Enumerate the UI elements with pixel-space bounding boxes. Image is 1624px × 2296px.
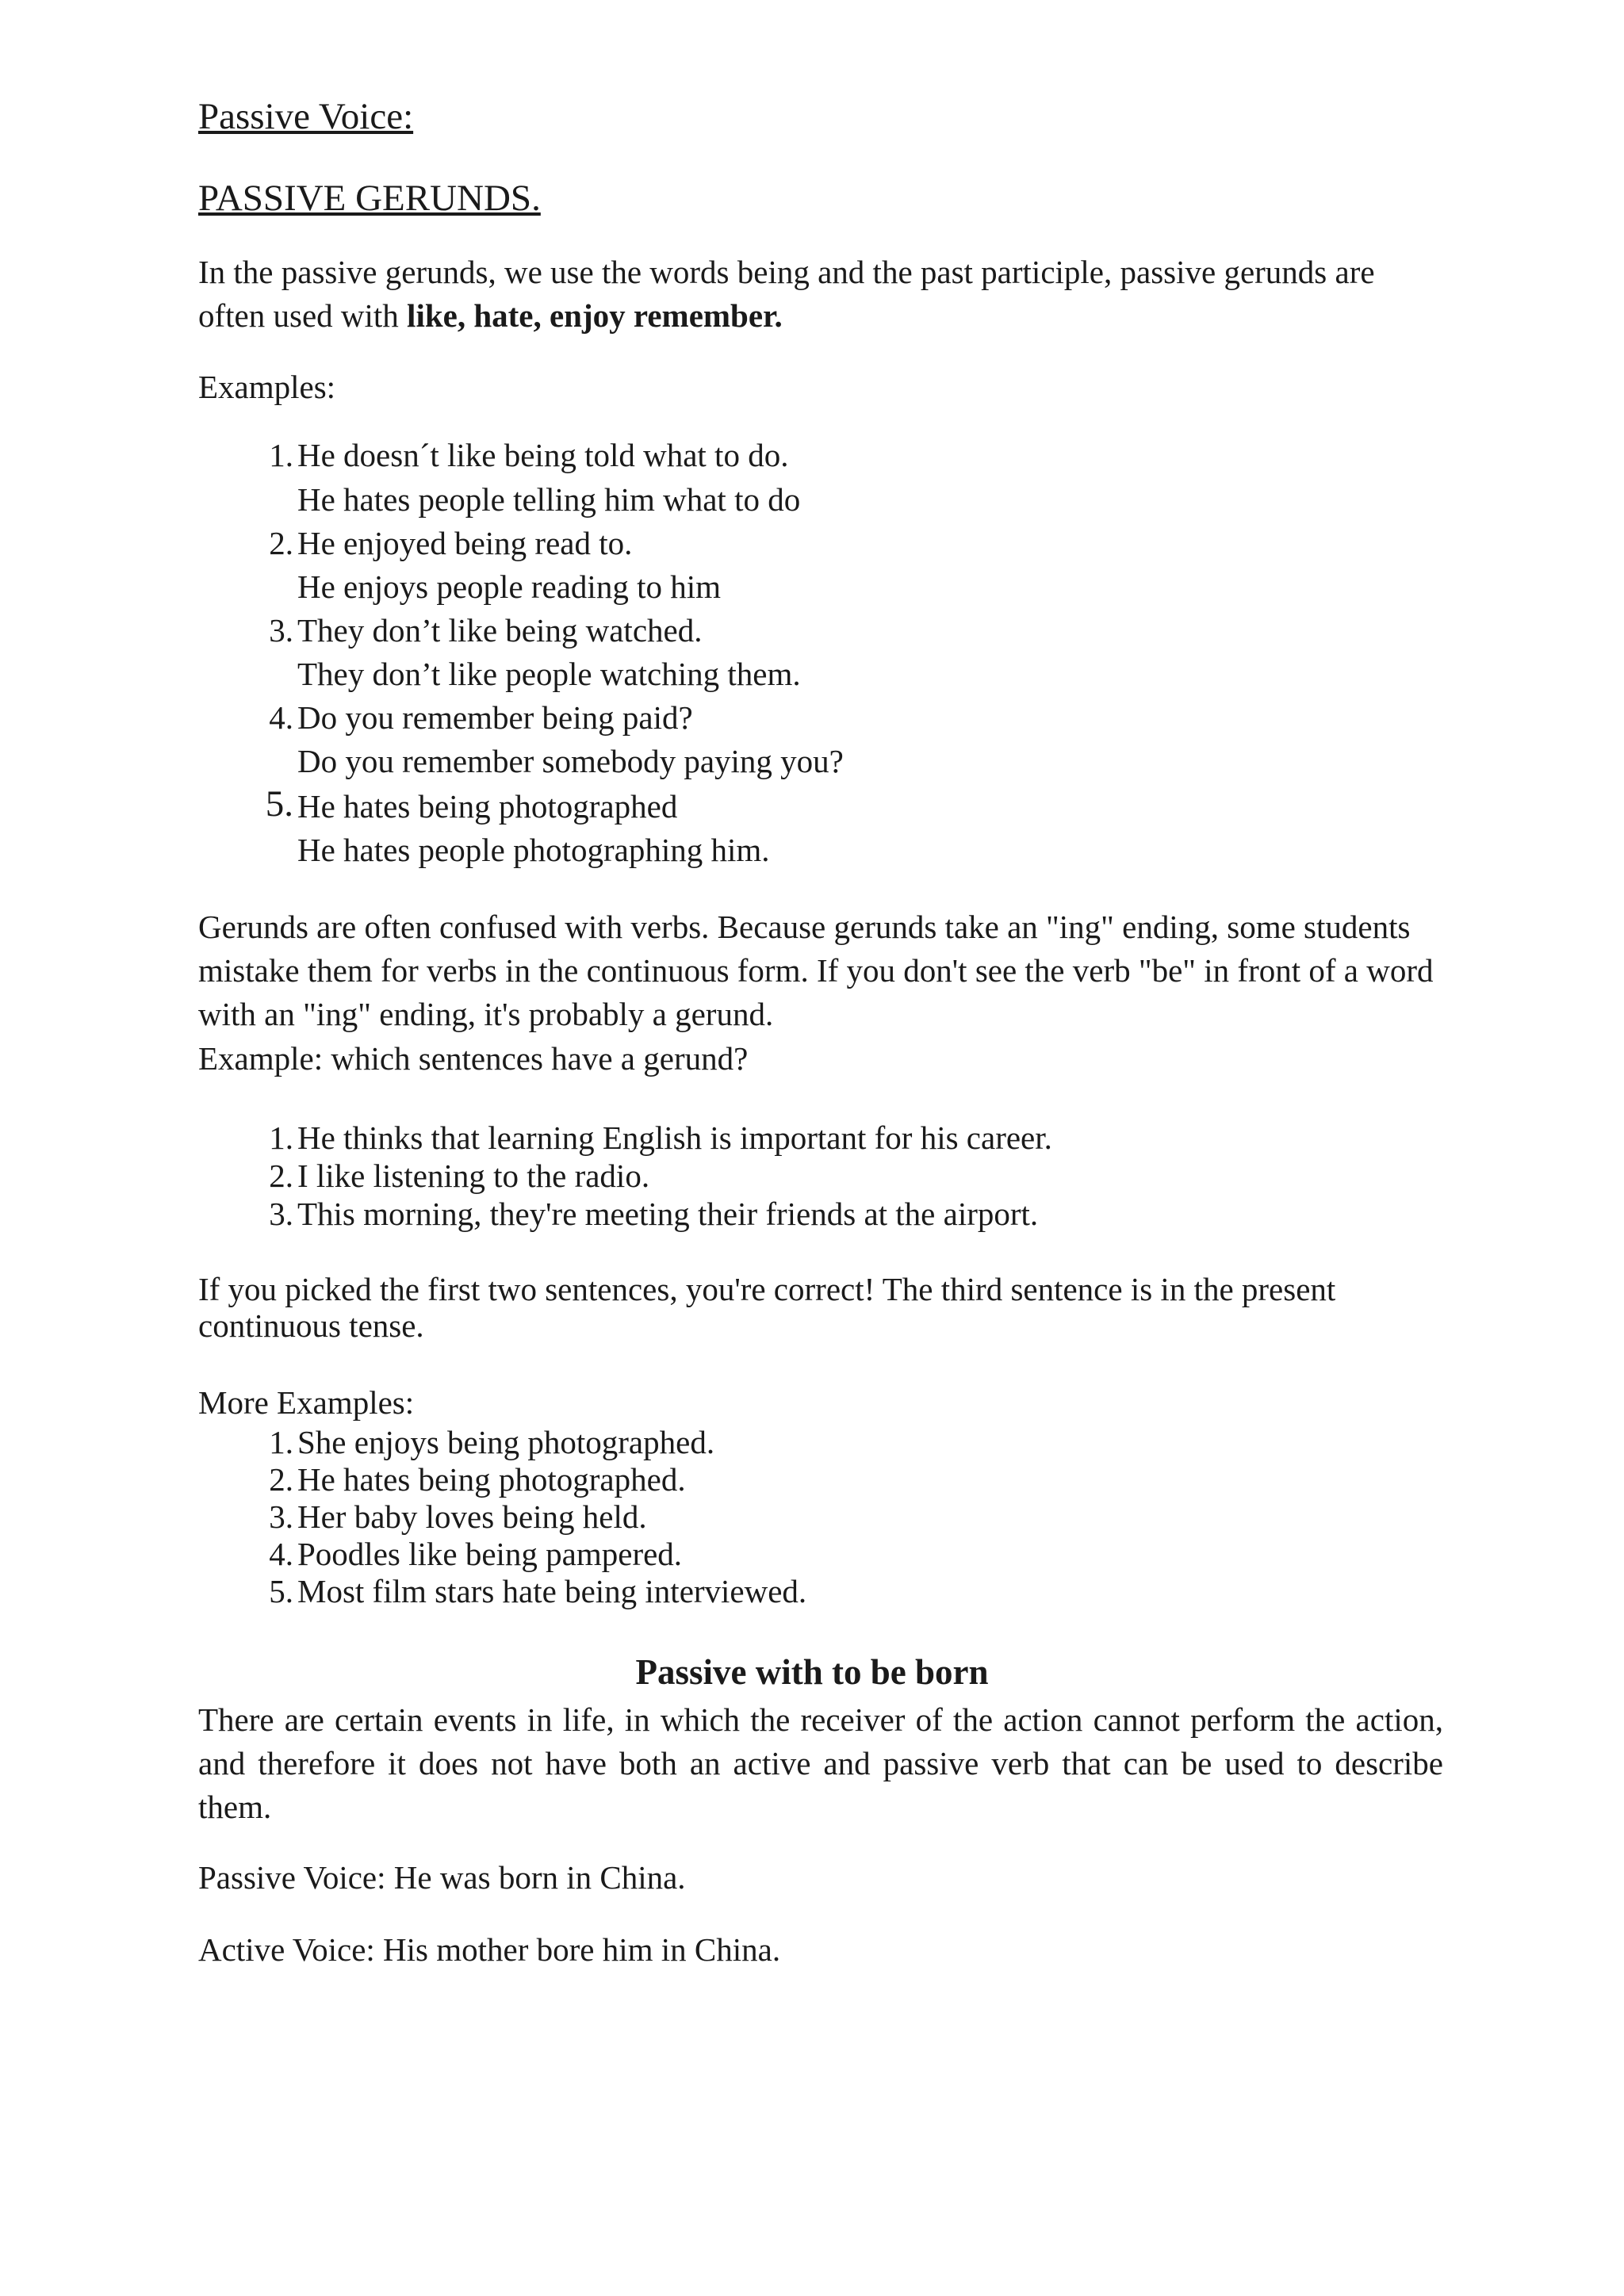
example-text: He hates being photographed. [297,1461,686,1498]
example-text: Her baby loves being held. [297,1498,647,1535]
example-passive: They don’t like being watched. [297,612,703,649]
examples-label: Examples: [198,369,336,405]
intro-text: In the passive gerunds, we use the words being and the past participle, passive gerunds are often used with [198,254,1375,334]
list-number: 4. [269,1536,293,1572]
list-number: 3. [269,1196,293,1232]
intro-bold-verbs: like, hate, enjoy remember. [407,297,783,334]
example-active: He enjoys people reading to him [297,568,722,605]
list-number: 3. [269,1498,293,1535]
intro-paragraph [198,251,1443,338]
example-passive: Do you remember being paid? [297,699,693,736]
list-number: 2. [269,1158,293,1194]
list-number: 5. [269,1573,293,1609]
list-number: 5. [265,783,293,825]
section-heading-to-be-born: Passive with to be born [635,1652,989,1692]
list-number: 1. [269,437,293,473]
list-number: 4. [269,699,293,736]
list-number: 1. [269,1119,293,1156]
section-heading-passive-gerunds: PASSIVE GERUNDS. [198,178,541,219]
born-paragraph: There are certain events in life, in which the receiver of the action cannot perform the action, and therefore it does not have both an active and passive verb that can be used to describe them. [198,1701,1443,1825]
gerund-question: Example: which sentences have a gerund? [198,1040,749,1077]
more-examples-label: More Examples: [198,1384,415,1421]
example-passive: He enjoyed being read to. [297,525,633,561]
examples-list [198,436,1443,880]
active-voice-example: Active Voice: His mother bore him in China. [198,1931,781,1968]
list-number: 3. [269,612,293,649]
answer-paragraph: If you picked the first two sentences, you're correct! The third sentence is in the present continuous tense. [198,1271,1336,1344]
example-passive: He hates being photographed [297,788,678,825]
sentence-text: This morning, they're meeting their friends at the airport. [297,1196,1039,1232]
example-passive: He doesn´t like being told what to do. [297,437,789,473]
list-number: 2. [269,525,293,561]
example-active: He hates people photographing him. [297,832,770,868]
page-title: Passive Voice: [198,96,414,137]
passive-voice-example: Passive Voice: He was born in China. [198,1859,686,1896]
sentence-text: He thinks that learning English is important for his career. [297,1119,1052,1156]
example-text: Most film stars hate being interviewed. [297,1573,807,1609]
list-number: 1. [269,1424,293,1460]
sentences-list [198,1119,1443,1246]
example-active: He hates people telling him what to do [297,481,801,518]
example-text: Poodles like being pampered. [297,1536,683,1572]
list-number: 2. [269,1461,293,1498]
example-active: Do you remember somebody paying you? [297,743,844,779]
sentence-text: I like listening to the radio. [297,1158,650,1194]
example-active: They don’t like people watching them. [297,656,801,692]
more-examples-list [198,1423,1443,1621]
gerund-confusion-paragraph: Gerunds are often confused with verbs. Because gerunds take an "ing" ending, some students mistake them for verbs in the continuous form. If you don't see the verb "be" in front of a word with an "ing" ending, it's probably a gerund. [198,909,1434,1032]
example-text: She enjoys being photographed. [297,1424,715,1460]
